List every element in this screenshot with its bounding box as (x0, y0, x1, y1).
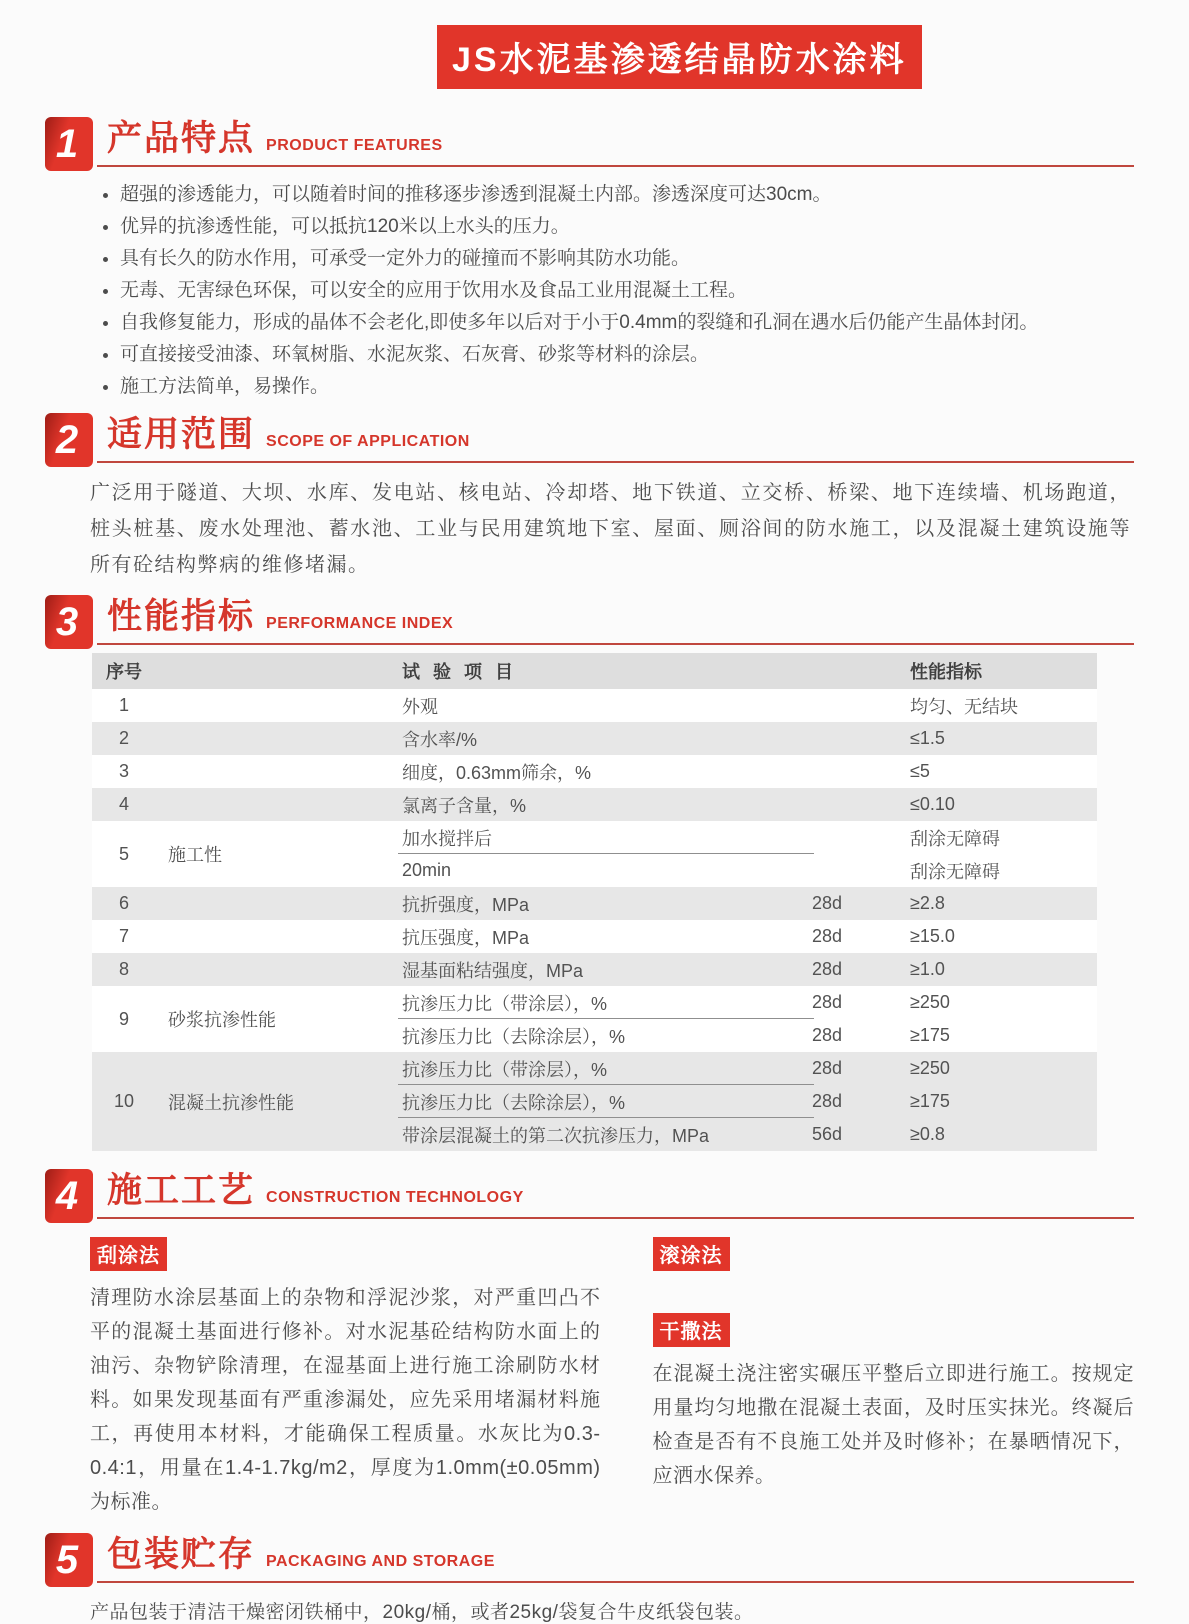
performance-table (92, 653, 1097, 1151)
table-subrow (396, 1085, 1097, 1118)
subrow-left (396, 788, 902, 821)
table-subrow (396, 953, 1097, 986)
row-category (156, 953, 396, 986)
row-items (396, 689, 1097, 722)
table-subrow (396, 986, 1097, 1019)
feature-item (103, 339, 1129, 371)
row-category: 施工性 (168, 845, 222, 865)
test-age: 28d (812, 1091, 843, 1111)
performance-index-value: 刮涂无障碍 (910, 861, 1000, 882)
row-items (396, 920, 1097, 953)
row-number: 7 (118, 926, 129, 946)
feature-item (103, 179, 1129, 211)
feature-item (103, 211, 1129, 243)
row-items (396, 788, 1097, 821)
test-item-name: 抗压强度，MPa (402, 927, 530, 948)
spacer (653, 1271, 1134, 1313)
row-items (396, 755, 1097, 788)
section-number: 2 (45, 413, 93, 467)
bullet-icon (103, 289, 108, 294)
subrow-left (396, 689, 902, 722)
subrow-left (396, 854, 902, 887)
row-items (396, 821, 1097, 887)
row-items (396, 722, 1097, 755)
performance-index-value: ≥250 (910, 992, 950, 1012)
col-header-test-item: 试 验 项 目 (402, 662, 518, 682)
bullet-icon (103, 193, 108, 198)
construction-col-left (90, 1237, 601, 1519)
section-subtitle: PERFORMANCE INDEX (266, 615, 454, 632)
table-header-row (92, 653, 1097, 689)
test-age: 56d (812, 1124, 843, 1144)
bullet-icon (103, 225, 108, 230)
performance-index-value: ≥175 (910, 1091, 950, 1111)
performance-index-value: ≥2.8 (910, 893, 945, 913)
section-title: 产品特点 (107, 119, 256, 158)
page-title: JS水泥基渗透结晶防水涂料 (437, 25, 922, 89)
bullet-icon (103, 257, 108, 262)
table-subrow (396, 689, 1097, 722)
feature-text: 自我修复能力，形成的晶体不会老化,即使多年以后对于小于0.4mm的裂缝和孔洞在遇水后仍能产生晶体封闭。 (120, 312, 1039, 333)
performance-index-value: ≥250 (910, 1058, 950, 1078)
construction-col-right (653, 1237, 1134, 1519)
row-number: 5 (118, 843, 129, 864)
row-category (156, 920, 396, 953)
section-underline (97, 1581, 1134, 1583)
row-number: 6 (118, 893, 129, 913)
table-row (92, 722, 1097, 755)
subrow-left (396, 1085, 902, 1118)
section-underline (97, 165, 1134, 167)
table-subrow (396, 755, 1097, 788)
row-category (156, 689, 396, 722)
test-age: 28d (812, 1025, 843, 1045)
section-subtitle: CONSTRUCTION TECHNOLOGY (266, 1189, 524, 1206)
test-item-name: 外观 (402, 696, 438, 717)
scope-paragraph: 广泛用于隧道、大坝、水库、发电站、核电站、冷却塔、地下铁道、立交桥、桥梁、地下连续墙、机场跑道，桩头桩基、废水处理池、蓄水池、工业与民用建筑地下室、屋面、厕浴间的防水施工，以及混凝土建筑设施等所有砼结构弊病的维修堵漏。 (90, 482, 1131, 576)
subrow-left (396, 1052, 902, 1085)
table-subrow (396, 920, 1097, 953)
feature-text: 超强的渗透能力，可以随着时间的推移逐步渗透到混凝土内部。渗透深度可达30cm。 (120, 184, 832, 205)
section-number: 4 (45, 1169, 93, 1223)
performance-index-value: ≥1.0 (910, 959, 945, 979)
section-underline (97, 461, 1134, 463)
section-title: 包装贮存 (107, 1535, 256, 1574)
section-number: 5 (45, 1533, 93, 1587)
test-age: 28d (812, 992, 843, 1012)
test-item-name: 抗折强度，MPa (402, 894, 530, 915)
test-item-name: 加水搅拌后 (402, 828, 492, 849)
method-badge-scrape-coating: 刮涂法 (90, 1237, 167, 1271)
row-items (396, 1052, 1097, 1151)
section-underline (97, 643, 1134, 645)
table-subrow (396, 1019, 1097, 1052)
section-header-product-features (45, 117, 1134, 171)
table-row (92, 986, 1097, 1052)
subrow-left (396, 953, 902, 986)
packaging-paragraph: 产品包装于清洁干燥密闭铁桶中，20kg/桶，或者25kg/袋复合牛皮纸袋包装。 (90, 1602, 754, 1623)
section-header-scope (45, 413, 1134, 467)
row-category: 混凝土抗渗性能 (168, 1092, 294, 1113)
test-item-name: 含水率/% (402, 729, 478, 750)
test-item-name: 细度，0.63mm筛余，% (402, 762, 592, 783)
test-item-name: 带涂层混凝土的第二次抗渗压力，MPa (402, 1125, 710, 1146)
construction-columns (90, 1237, 1134, 1519)
row-number: 3 (118, 761, 129, 781)
subrow-left (396, 887, 902, 920)
feature-text: 施工方法简单，易操作。 (120, 376, 330, 397)
section-number: 3 (45, 595, 93, 649)
subrow-left (396, 1019, 902, 1052)
banner-row (0, 0, 1189, 89)
table-subrow (396, 788, 1097, 821)
bullet-icon (103, 321, 108, 326)
row-items (396, 887, 1097, 920)
test-item-name: 湿基面粘结强度，MPa (402, 960, 584, 981)
feature-text: 优异的抗渗透性能，可以抵抗120米以上水头的压力。 (120, 216, 570, 237)
table-row (92, 689, 1097, 722)
feature-item (103, 243, 1129, 275)
test-item-name: 抗渗压力比（带涂层），% (402, 993, 608, 1014)
subrow-left (396, 1118, 902, 1151)
table-row (92, 788, 1097, 821)
table-row (92, 920, 1097, 953)
test-item-name: 抗渗压力比（去除涂层），% (402, 1026, 626, 1047)
row-category (156, 887, 396, 920)
table-subrow (396, 821, 1097, 854)
table-row (92, 1052, 1097, 1151)
row-number: 4 (118, 794, 129, 814)
row-number: 2 (118, 728, 129, 748)
section-subtitle: SCOPE OF APPLICATION (266, 433, 470, 450)
subrow-left (396, 821, 902, 854)
feature-text: 具有长久的防水作用，可承受一定外力的碰撞而不影响其防水功能。 (120, 248, 691, 269)
row-category (156, 788, 396, 821)
subrow-left (396, 722, 902, 755)
table-row (92, 755, 1097, 788)
table-subrow (396, 887, 1097, 920)
feature-item (103, 307, 1129, 339)
table-subrow (396, 722, 1097, 755)
table-subrow (396, 1118, 1097, 1151)
performance-index-value: ≥0.8 (910, 1124, 945, 1144)
row-number: 1 (118, 695, 129, 715)
test-item-name: 抗渗压力比（去除涂层），% (402, 1092, 626, 1113)
performance-index-value: ≤0.10 (910, 794, 955, 814)
subrow-left (396, 920, 902, 953)
bullet-icon (103, 353, 108, 358)
row-number: 8 (118, 959, 129, 979)
subrow-left (396, 755, 902, 788)
feature-text: 可直接接受油漆、环氧树脂、水泥灰浆、石灰膏、砂浆等材料的涂层。 (120, 344, 710, 365)
row-number: 9 (118, 1008, 129, 1029)
row-number: 10 (113, 1091, 135, 1111)
performance-index-value: ≥15.0 (910, 926, 955, 946)
table-row (92, 953, 1097, 986)
table-row (92, 887, 1097, 920)
col-header-index: 性能指标 (910, 662, 982, 682)
test-item-name: 抗渗压力比（带涂层），% (402, 1059, 608, 1080)
method-badge-roller-coating: 滚涂法 (653, 1237, 730, 1271)
performance-index-value: ≤1.5 (910, 728, 945, 748)
row-items (396, 986, 1097, 1052)
row-category: 砂浆抗渗性能 (168, 1010, 276, 1030)
performance-index-value: 均匀、无结块 (910, 696, 1018, 717)
section-title: 性能指标 (107, 597, 256, 636)
row-items (396, 953, 1097, 986)
features-list (103, 179, 1129, 403)
section-header-packaging (45, 1533, 1134, 1587)
table-subrow (396, 854, 1097, 887)
feature-item (103, 371, 1129, 403)
section-number: 1 (45, 117, 93, 171)
subrow-left (396, 986, 902, 1019)
performance-table-body (92, 689, 1097, 1151)
feature-text: 无毒、无害绿色环保，可以安全的应用于饮用水及食品工业用混凝土工程。 (120, 280, 748, 301)
performance-index-value: ≥175 (910, 1025, 950, 1045)
table-row (92, 821, 1097, 887)
bullet-icon (103, 385, 108, 390)
method-badge-dry-sprinkle: 干撒法 (653, 1313, 730, 1347)
performance-index-value: 刮涂无障碍 (910, 828, 1000, 849)
method-text-dry-sprinkle: 在混凝土浇注密实碾压平整后立即进行施工。按规定用量均匀地撒在混凝土表面，及时压实抹光。终凝后检查是否有不良施工处并及时修补；在暴晒情况下，应洒水保养。 (652, 1363, 1134, 1487)
section-subtitle: PACKAGING AND STORAGE (266, 1553, 495, 1570)
test-age: 28d (812, 1058, 843, 1078)
test-item-name: 20min (402, 860, 452, 880)
test-age: 28d (812, 893, 843, 913)
section-title: 适用范围 (107, 415, 256, 454)
test-age: 28d (812, 926, 843, 946)
performance-index-value: ≤5 (910, 761, 930, 781)
section-title: 施工工艺 (107, 1171, 256, 1210)
feature-item (103, 275, 1129, 307)
table-subrow (396, 1052, 1097, 1085)
row-category (156, 722, 396, 755)
test-item-name: 氯离子含量，% (402, 795, 527, 816)
test-age: 28d (812, 959, 843, 979)
col-header-no: 序号 (106, 662, 142, 682)
row-category (156, 755, 396, 788)
section-header-construction (45, 1169, 1134, 1223)
section-subtitle: PRODUCT FEATURES (266, 137, 443, 154)
section-header-performance (45, 595, 1134, 649)
method-text-scrape-coating: 清理防水涂层基面上的杂物和浮泥沙浆，对严重凹凸不平的混凝土基面进行修补。对水泥基砼结构防水面上的油污、杂物铲除清理，在湿基面上进行施工涂刷防水材料。如果发现基面有严重渗漏处，应先采用堵漏材料施工，再使用本材料，才能确保工程质量。水灰比为0.3-0.4:1，用量在1.4-1.7kg/m2，厚度为1.0mm(±0.05mm)为标准。 (90, 1287, 601, 1513)
section-underline (97, 1217, 1134, 1219)
